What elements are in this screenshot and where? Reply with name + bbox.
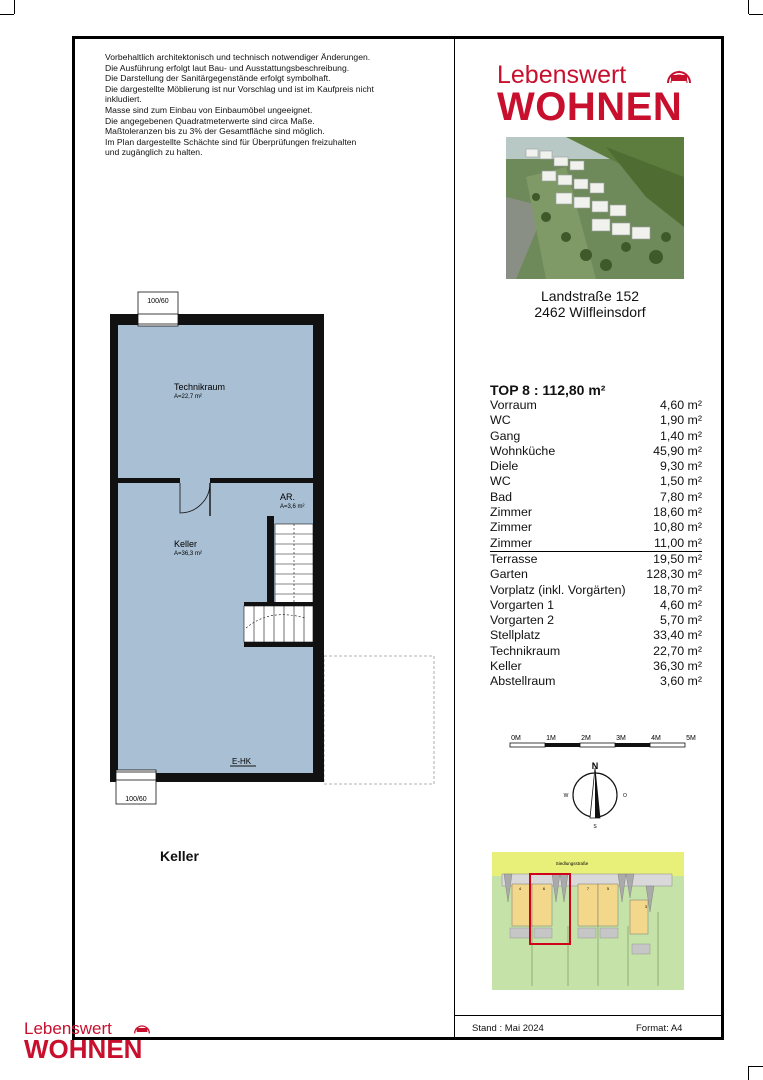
footer-stand: Stand : Mai 2024 [472, 1023, 544, 1034]
area-row-value: 1,40 m² [659, 428, 702, 443]
area-row-name: Vorgarten 2 [490, 613, 555, 628]
compass-s: S [593, 824, 597, 830]
area-row [490, 520, 702, 535]
area-row-value: 36,30 m² [653, 659, 702, 674]
area-row [490, 413, 702, 428]
room-list [490, 398, 702, 551]
keller-label: Keller [174, 539, 198, 549]
note-line: und zugänglich zu halten. [105, 147, 203, 158]
footer-divider [455, 1015, 722, 1016]
crop-mark-bottom-right [748, 1066, 749, 1080]
logo-line1: Lebenswert [497, 61, 627, 89]
area-row-value: 4,60 m² [659, 597, 702, 612]
area-row-value: 7,80 m² [659, 489, 702, 504]
window-bottom-label: 100/60 [125, 796, 147, 803]
lot-number-label: 3 [644, 904, 648, 909]
extra-area-list [490, 551, 702, 690]
area-row [490, 598, 702, 613]
compass-w: W [563, 793, 569, 799]
area-row [490, 459, 702, 474]
area-row [490, 429, 702, 444]
area-row-name: Garten [490, 567, 528, 582]
area-row-name: Zimmer [490, 505, 532, 520]
property-address [470, 288, 710, 320]
area-row-value: 18,60 m² [653, 505, 702, 520]
scale-tick-label: 2M [581, 735, 591, 742]
crop-mark-top-right [748, 0, 749, 14]
scale-bar [500, 730, 710, 752]
area-row-value: 9,30 m² [659, 459, 702, 474]
crop-mark-bottom-right-h [749, 1066, 763, 1067]
area-row [490, 505, 702, 520]
compass-n: N [591, 761, 599, 771]
area-row-value: 45,90 m² [653, 443, 702, 458]
note-line: Im Plan dargestellte Schächte sind für Überprüfungen freizuhalten [105, 136, 357, 147]
area-row-name: Diele [490, 459, 519, 474]
area-schedule [490, 382, 702, 690]
keller-area: A=36,3 m² [174, 551, 202, 557]
area-row-name: Zimmer [490, 535, 532, 550]
area-row-name: Zimmer [490, 520, 532, 535]
area-row [490, 567, 702, 582]
terrace-outline [324, 656, 434, 784]
north-arrow-icon [560, 760, 630, 832]
area-row-name: Vorgarten 1 [490, 597, 555, 612]
brand-logo-top [497, 61, 683, 129]
area-row-name: Keller [490, 659, 522, 674]
scale-tick-label: 3M [616, 735, 626, 742]
scale-tick-label: 1M [546, 735, 556, 742]
svg-text:★: ★ [677, 69, 681, 74]
column-divider [454, 38, 455, 1038]
lot-number-label: 4 [518, 886, 522, 891]
footer-format: Format: A4 [636, 1023, 683, 1034]
area-row-name: Vorplatz (inkl. Vorgärten) [490, 582, 626, 597]
area-row-value: 33,40 m² [653, 628, 702, 643]
area-row-name: Vorraum [490, 398, 537, 412]
internal-wall [118, 478, 313, 483]
address-street: Landstraße 152 [540, 288, 640, 304]
note-line: Vorbehaltlich architektonisch und technisch notwendiger Änderungen. [105, 52, 371, 62]
area-row-value: 4,60 m² [659, 398, 702, 412]
area-row-value: 3,60 m² [659, 674, 702, 689]
crop-mark-top-right-h [749, 14, 763, 15]
area-row-name: Gang [490, 428, 521, 443]
note-line: Die angegebenen Quadratmeterwerte sind circa Maße. [105, 115, 315, 126]
area-row-name: Bad [490, 489, 513, 504]
area-row-value: 128,30 m² [646, 567, 702, 582]
ar-label: AR. [280, 492, 296, 502]
ehk-label: E-HK [232, 757, 252, 766]
site-plan-map [492, 852, 684, 990]
area-row [490, 644, 702, 659]
area-row [490, 674, 702, 689]
area-row-value: 11,00 m² [654, 535, 702, 550]
area-row-value: 5,70 m² [659, 613, 702, 628]
area-row-value: 10,80 m² [653, 520, 702, 535]
crop-mark-top-left-h [0, 14, 14, 15]
scale-tick-label: 0M [511, 735, 521, 742]
window-top-label: 100/60 [147, 298, 169, 305]
area-row-name: Abstellraum [490, 674, 556, 689]
area-row-name: WC [490, 413, 511, 428]
logo-line1: Lebenswert [24, 1019, 112, 1038]
brand-seal-icon [132, 1020, 152, 1036]
area-row [490, 444, 702, 459]
area-row [490, 628, 702, 643]
area-row-value: 18,70 m² [653, 582, 702, 597]
area-row-name: Technikraum [490, 643, 561, 658]
area-row [490, 551, 702, 567]
disclaimer-notes [105, 52, 440, 158]
brand-seal-icon [665, 63, 693, 87]
area-row-value: 22,70 m² [653, 643, 702, 658]
note-line: inkludiert. [105, 94, 142, 105]
scale-tick-label: 5M [686, 735, 696, 742]
lot-number-label: 7 [586, 886, 590, 891]
area-row [490, 398, 702, 413]
note-line: Maßtoleranzen bis zu 3% der Gesamtfläche sind möglich. [105, 126, 325, 137]
compass-o: O [623, 793, 627, 799]
area-row [490, 659, 702, 674]
room-technikraum [118, 325, 313, 479]
scale-tick-label: 4M [651, 735, 661, 742]
area-row-name: WC [490, 474, 511, 489]
technikraum-area: A=22,7 m² [174, 394, 202, 400]
area-row-value: 1,90 m² [659, 413, 702, 428]
lot-number-label: 6 [542, 886, 546, 891]
logo-line2: WOHNEN [497, 85, 683, 129]
area-row [490, 490, 702, 505]
area-row [490, 613, 702, 628]
area-row [490, 474, 702, 489]
logo-line2: WOHNEN [24, 1034, 143, 1064]
area-row [490, 536, 702, 551]
brand-logo-bottom [24, 1019, 143, 1064]
unit-title: TOP 8 : 112,80 m² [490, 382, 606, 398]
note-line: Die dargestellte Möblierung ist nur Vorschlag und ist im Kaufpreis nicht [105, 83, 374, 94]
area-row-value: 1,50 m² [659, 474, 702, 489]
crop-mark-top-left [14, 0, 15, 14]
note-line: Die Ausführung erfolgt laut Bau- und Ausstattungsbeschreibung. [105, 62, 350, 73]
area-row [490, 583, 702, 598]
area-row-name: Terrasse [490, 551, 538, 566]
note-line: Die Darstellung der Sanitärgegenstände erfolgt symbolhaft. [105, 73, 331, 84]
area-row-value: 19,50 m² [653, 551, 702, 566]
ar-area: A=3,6 m² [280, 504, 305, 510]
area-row-name: Wohnküche [490, 443, 556, 458]
area-row-name: Stellplatz [490, 628, 541, 643]
note-line: Masse sind zum Einbau von Einbaumöbel ungeeignet. [105, 104, 313, 115]
lot-number-label: 5 [606, 886, 610, 891]
siteplan-street: Siedlungsstraße [555, 861, 589, 866]
floor-label: Keller [160, 848, 199, 864]
technikraum-label: Technikraum [174, 382, 226, 392]
aerial-rendering-image [506, 137, 684, 279]
basement-floor-plan [100, 288, 440, 808]
address-city: 2462 Wilfleinsdorf [534, 304, 646, 320]
